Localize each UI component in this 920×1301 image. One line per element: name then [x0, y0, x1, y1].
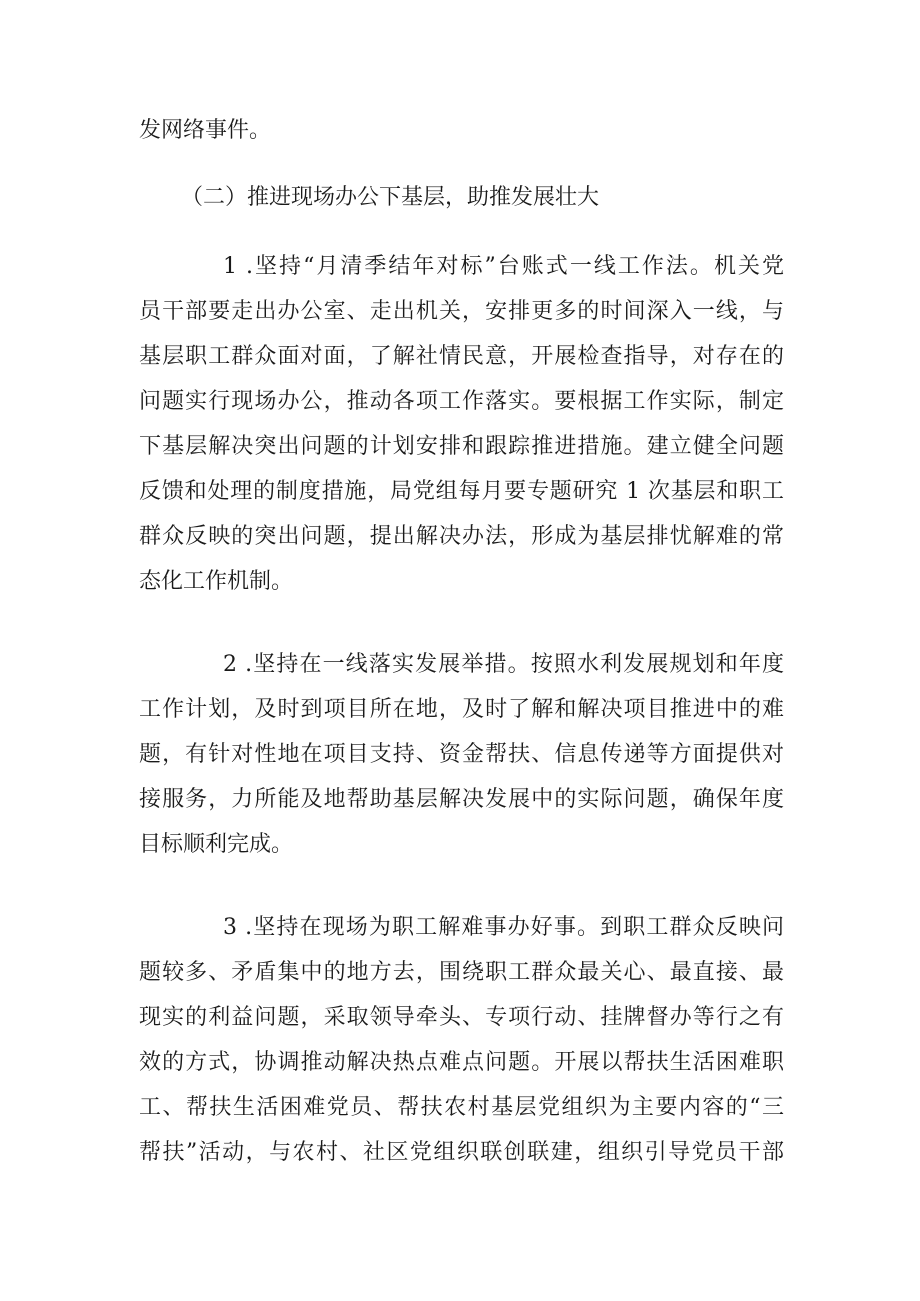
- paragraph-3-line: 帮扶”活动，与农村、社区党组织联创联建，组织引导党员干部: [139, 1140, 784, 1165]
- paragraph-3-line: 现实的利益问题，采取领导牵头、专项行动、挂牌督办等行之有: [139, 1005, 784, 1030]
- paragraph-1-line: 态化工作机制。: [139, 569, 294, 594]
- paragraph-1-line: 1 .坚持“月清季结年对标”台账式一线工作法。机关党: [223, 254, 784, 279]
- paragraph-1-line: 反馈和处理的制度措施，局党组每月要专题研究 1 次基层和职工: [139, 479, 784, 504]
- paragraph-3-line: 3 .坚持在现场为职工解难事办好事。到职工群众反映问: [223, 915, 784, 940]
- continuation-text: 发网络事件。: [139, 118, 272, 143]
- paragraph-2-line: 接服务，力所能及地帮助基层解决发展中的实际问题，确保年度: [139, 787, 784, 812]
- paragraph-2-line: 目标顺利完成。: [139, 832, 294, 857]
- paragraph-1-line: 基层职工群众面对面，了解社情民意，开展检查指导，对存在的: [139, 344, 784, 369]
- paragraph-3-line: 工、帮扶生活困难党员、帮扶农村基层党组织为主要内容的“三: [139, 1095, 784, 1120]
- paragraph-1-line: 问题实行现场办公，推动各项工作落实。要根据工作实际，制定: [139, 389, 784, 414]
- paragraph-2-line: 题，有针对性地在项目支持、资金帮扶、信息传递等方面提供对: [139, 742, 784, 767]
- paragraph-1-line: 员干部要走出办公室、走出机关，安排更多的时间深入一线，与: [139, 299, 784, 324]
- section-heading: （二）推进现场办公下基层，助推发展壮大: [181, 185, 600, 210]
- paragraph-1-line: 群众反映的突出问题，提出解决办法，形成为基层排忧解难的常: [139, 524, 784, 549]
- paragraph-1-line: 下基层解决突出问题的计划安排和跟踪推进措施。建立健全问题: [139, 434, 784, 459]
- paragraph-3-line: 效的方式，协调推动解决热点难点问题。开展以帮扶生活困难职: [139, 1050, 784, 1075]
- paragraph-2-line: 工作计划，及时到项目所在地，及时了解和解决项目推进中的难: [139, 697, 784, 722]
- paragraph-2-line: 2 .坚持在一线落实发展举措。按照水利发展规划和年度: [223, 652, 784, 677]
- paragraph-3-line: 题较多、矛盾集中的地方去，围绕职工群众最关心、最直接、最: [139, 960, 784, 985]
